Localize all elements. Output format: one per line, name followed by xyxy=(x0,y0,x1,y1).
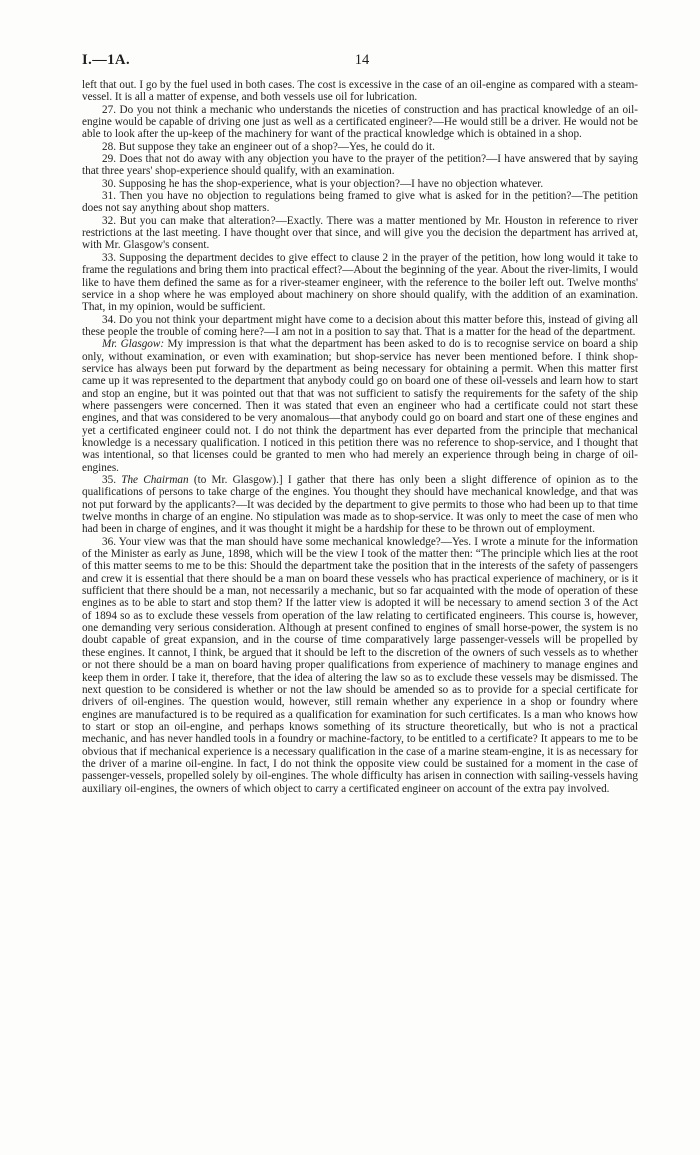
question-34: 34. Do you not think your department might have come to a decision about this matter before this, instead of giving all these people the trouble of coming here?—I am not in a position to say that. That is a matter for the head of the department. xyxy=(82,313,638,338)
question-30: 30. Supposing he has the shop-experience, what is your objection?—I have no objection whatever. xyxy=(102,177,544,190)
paragraph-continuation: left that out. I go by the fuel used in both cases. The cost is excessive in the case of an oil-engine as compared with a steam-vessel. It is all a matter of expense, and both vessels use oil for lubrication. xyxy=(82,79,638,104)
question-29: 29. Does that not do away with any objection you have to the prayer of the petition?—I have answered that by saying that three years' shop-experience should qualify, with an examination. xyxy=(82,153,638,178)
page-header xyxy=(82,52,642,72)
statement-text: My impression is that what the department has been asked to do is to recognise service on board a ship only, without examination, or even with examination; but shop-service has never been mentioned before. I think shop-service has always been put forward by the department as being necessary for obtaining a permit. When this matter first came up it was represented to the department that anybody could go on board one of these oil-vessels and learn how to start and stop an engine, but it was pointed out that that was not sufficient to satisfy the requirements for the safety of the ship where passengers were concerned. Then it was stated that even an engineer who had a certificate could not start these engines, and that was considered to be very anomalous—that anybody could go on board and start one of these engines and yet a certificated engineer could not. I do not think the department has ever departed from the principle that mechanical knowledge is a necessary qualification. I noticed in this petition there was no reference to shop-service, and I thought that was intentional, so that licenses could be granted to men who had merely an experience through being in charge of oil-engines. xyxy=(82,338,638,474)
question-31: 31. Then you have no objection to regulations being framed to give what is asked for in the petition?—The petition does not say anything about shop matters. xyxy=(82,190,638,215)
question-32: 32. But you can make that alteration?—Exactly. There was a matter mentioned by Mr. Houston in reference to river restrictions at the last meeting. I have thought over that since, and will give you the decision the department has arrived at, with Mr. Glasgow's consent. xyxy=(82,214,638,252)
document-reference: I.—1A. xyxy=(82,52,131,68)
question-text: (to Mr. Glasgow).] I gather that there has only been a slight difference of opinion as to the qualifications of persons to take charge of the engines. You thought they should have mechanical knowledge, and that was not put forward by the applicants?—It was decided by the department to give permits to those who had been up to that time twelve months in charge of an engine. No stipulation was made as to shop-service. It was only to meet the case of men who had been in charge of engines, and it was thought it might be a hardship for these to be thrown out of employment. xyxy=(82,474,638,536)
question-36: 36. Your view was that the man should have some mechanical knowledge?—Yes. I wrote a minute for the information of the Minister as early as June, 1898, which will be the view I took of the matter then: “The principle which lies at the root of this matter seems to me to be this: Should the department take the position that in the interests of the safety of passengers and crew it is essential that there should be a man on board these vessels who has practical experience of machinery, or is it sufficient that there should be a man, not necessarily a mechanic, but so far acquainted with the mode of operation of these engines as to be able to start and stop them? If the latter view is adopted it will be necessary to amend section 3 of the Act of 1894 so as to exclude these vessels from operation of the law relating to certificated engineers. This course is, however, one demanding very serious consideration. Although at present confined to engines of small horse-power, the system is no doubt capable of great expansion, and in the course of time comparatively large passenger-vessels will be propelled by these engines. It cannot, I think, be argued that it should be left to the discretion of the owners of such vessels as to whether or not there should be a man on board having proper qualifications from experience of machinery to manage engines and keep them in order. I take it, therefore, that the idea of altering the law so as to exclude these vessels may be dismissed. The next question to be considered is whether or not the law should be amended so as to provide for a special certificate for drivers of oil-engines. The question would, however, still remain whether any experience in a shop or foundry where engines are manufactured is to be required as a qualification for examination for such certificates. Is a man who knows how to start or stop an oil-engine, and perhaps knows something of its structure theoretically, but who is not a practical mechanic, and has never handled tools in a foundry or machine-factory, to be entitled to a certificate? It appears to me to be obvious that if mechanical experience is a necessary qualification in the case of a marine steam-engine, it is as necessary for the driver of a marine oil-engine. In fact, I do not think the opposite view could be sustained for a moment in the case of passenger-vessels, propelled solely by oil-engines. The whole difficulty has arisen in connection with sailing-vessels having auxiliary oil-engines, the owners of which object to carry a certificated engineer on account of the extra pay involved. xyxy=(82,535,638,795)
speaker-name: The Chairman xyxy=(121,474,189,486)
question-28: 28. But suppose they take an engineer out of a shop?—Yes, he could do it. xyxy=(102,140,435,153)
speaker-name: Mr. Glasgow: xyxy=(102,338,165,351)
body-text xyxy=(82,79,638,795)
page-number: 14 xyxy=(354,52,370,68)
question-33: 33. Supposing the department decides to give effect to clause 2 in the prayer of the petition, how long would it take to frame the regulations and bring them into practical effect?—About the beginning of the year. About the river-limits, I would like to have them defined the same as for a river-steamer engineer, with the reference to the boiler left out. Twelve months' service in a shop where he was employed about machinery on shore should qualify, with the addition of an examination. That, in my opinion, would be sufficient. xyxy=(82,251,638,314)
question-27: 27. Do you not think a mechanic who understands the niceties of construction and has practical knowledge of an oil-engine would be capable of driving one just as well as a certificated engineer?—He would still be a driver. He would not be able to look after the up-keep of the machinery for want of the practical knowledge which is obtained in a shop. xyxy=(82,103,638,141)
statement-mr-glasgow xyxy=(82,338,638,474)
question-number: 35. xyxy=(102,474,122,486)
question-35 xyxy=(82,474,638,536)
